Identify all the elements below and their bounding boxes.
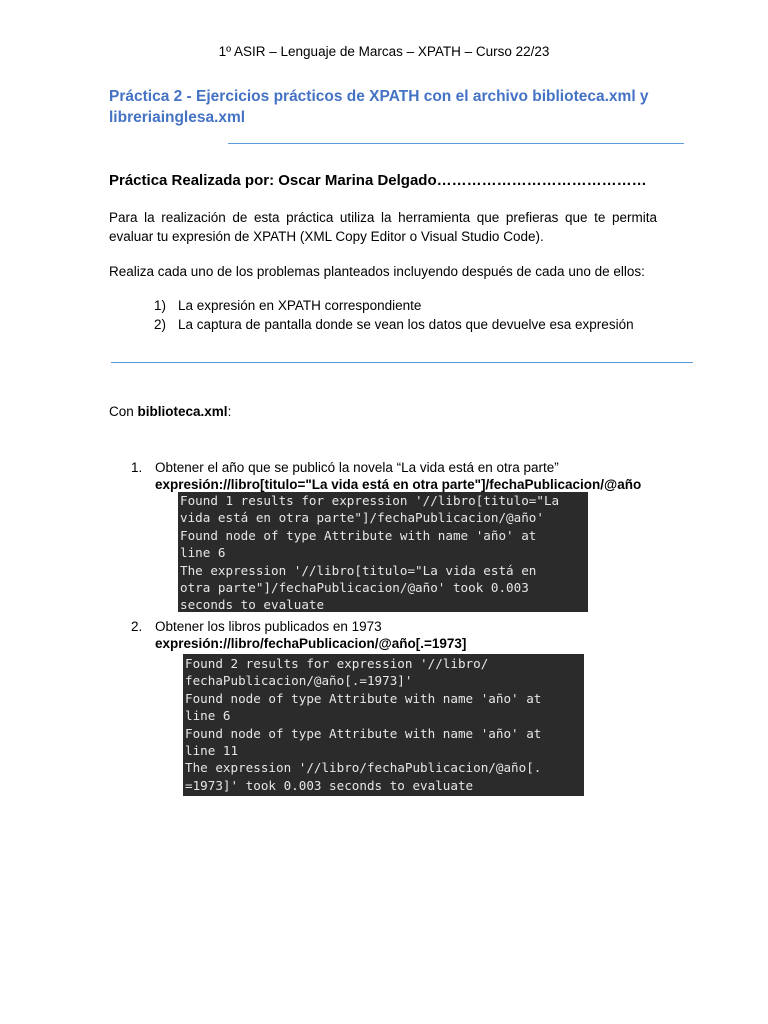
step-number: 1) <box>154 298 167 313</box>
section-heading <box>109 404 231 419</box>
section-divider <box>111 362 693 363</box>
author-line: Práctica Realizada por: Oscar Marina Delgado…………………………………… <box>109 172 647 189</box>
terminal-line: Found 2 results for expression '//libro/ <box>185 656 489 671</box>
terminal-line: vida está en otra parte"]/fechaPublicacion/@año' <box>180 510 544 526</box>
terminal-line: line 11 <box>185 743 239 759</box>
step-text: La captura de pantalla donde se vean los datos que devuelve esa expresión <box>178 317 634 332</box>
terminal-line: otra parte"]/fechaPublicacion/@año' took 0.003 <box>180 580 529 596</box>
step-text: La expresión en XPATH correspondiente <box>178 298 422 313</box>
list-item <box>154 296 634 315</box>
terminal-line: The expression '//libro[titulo="La vida está en <box>180 562 537 578</box>
terminal-line: Found 1 results for expression '//libro[titulo="La <box>180 493 560 508</box>
section-file: biblioteca.xml <box>137 404 228 419</box>
exercise-expression: expresión://libro[titulo="La vida está en otra parte"]/fechaPublicacion/@año <box>155 477 642 492</box>
terminal-line: Found node of type Attribute with name 'año' at <box>185 690 542 706</box>
terminal-screenshot-1 <box>178 492 588 612</box>
title-divider <box>228 143 684 144</box>
exercise-text: Obtener el año que se publicó la novela “La vida está en otra parte” <box>155 460 559 475</box>
terminal-line: The expression '//libro/fechaPublicacion/@año[. <box>185 760 542 776</box>
terminal-screenshot-2 <box>183 654 584 796</box>
terminal-line: seconds to evaluate <box>180 597 325 612</box>
terminal-line: line 6 <box>180 545 226 561</box>
instructions-paragraph: Realiza cada uno de los problemas planteados incluyendo después de cada uno de ellos: <box>109 264 645 279</box>
exercise-number: 1. <box>131 460 143 475</box>
terminal-line: Found node of type Attribute with name 'año' at <box>185 725 542 741</box>
terminal-line: fechaPublicacion/@año[.=1973]' <box>185 673 413 689</box>
terminal-line: line 6 <box>185 708 231 724</box>
intro-paragraph: Para la realización de esta práctica utiliza la herramienta que prefieras que te permita evaluar tu expresión de XPATH (XML Copy Editor o Visual Studio Code). <box>109 210 657 244</box>
page-title: Práctica 2 - Ejercicios prácticos de XPATH con el archivo biblioteca.xml y libreriainglesa.xml <box>109 88 649 126</box>
list-item <box>154 315 634 334</box>
exercise-number: 2. <box>131 619 143 634</box>
terminal-line: =1973]' took 0.003 seconds to evaluate <box>185 777 474 793</box>
exercise-text: Obtener los libros publicados en 1973 <box>155 619 382 634</box>
section-prefix: Con <box>109 404 138 419</box>
exercise-expression: expresión://libro/fechaPublicacion/@año[.=1973] <box>155 636 467 651</box>
step-number: 2) <box>154 317 167 332</box>
section-suffix: : <box>227 404 232 419</box>
page-header: 1º ASIR – Lenguaje de Marcas – XPATH – Curso 22/23 <box>218 44 550 59</box>
steps-list <box>154 296 634 334</box>
terminal-line: Found node of type Attribute with name 'año' at <box>180 527 537 543</box>
